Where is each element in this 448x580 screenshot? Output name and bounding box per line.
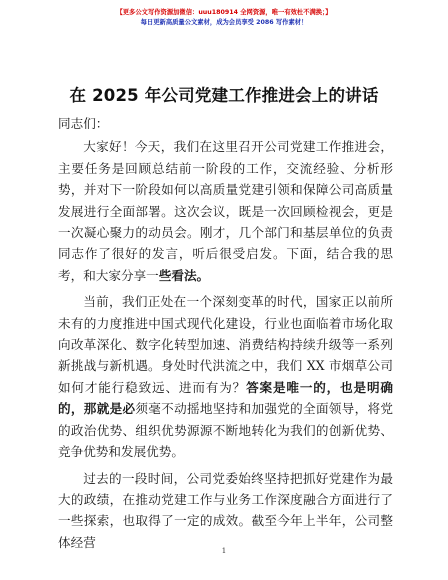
banner-line-2: 每日更新高质量公文素材，成为会员享受 2086 写作素材！ bbox=[140, 19, 308, 26]
banner-line-1: 【更多公文写作资源加微信：uuu180914 全网资源，唯一有效杜不满换；】 bbox=[116, 9, 332, 16]
header-banner bbox=[0, 8, 448, 28]
paragraph-2-text-b: 须毫不动摇地坚持和加强党的全面领导，将党的政治优势、组织优势源源不断地转化为我们的创新优势、竞争优势和发展优势。 bbox=[58, 401, 394, 460]
document-body bbox=[58, 113, 393, 553]
document-title: 在 2025 年公司党建工作推进会上的讲话 bbox=[69, 86, 379, 105]
paragraph-1-text: 大家好！今天，我们在这里召开公司党建工作推进会，主要任务是回顾总结前一阶段的工作，交流经验、分析形势，并对下一阶段如何以高质量党建引领和保障公司高质量发展进行全面部署。这次会议，既是一次回顾检视会，更是一次凝心聚力的动员会。刚才，几个部门和基层单位的负责同志作了很好的发言，听后很受启发。下面，结合我的思考，和大家分享一 bbox=[58, 139, 393, 283]
paragraph-3-text: 过去的一段时间，公司党委始终坚持把抓好党建作为最大的政绩，在推动党建工作与业务工作深度融合方面进行了一些探索，也取得了一定的成效。截至今年上半年，公司整体经营 bbox=[58, 470, 393, 550]
paragraph-1 bbox=[58, 136, 393, 286]
paragraph-1-bold: 些看法。 bbox=[158, 267, 210, 283]
page-number: 1 bbox=[221, 547, 227, 555]
paragraph-2 bbox=[58, 291, 393, 462]
paragraph-2-text-a: 当前，我们正处在一个深刻变革的时代，国家正以前所未有的力度推进中国式现代化建设，行业也面临着市场化取向改革深化、数字化转型加速、消费结构持续升级等一系列新挑战与新机遇。身处时代洪流之中，我们 XX 市烟草公司如何才能行稳致远、进而有为？ bbox=[58, 294, 393, 395]
paragraph-3 bbox=[58, 468, 393, 554]
greeting: 同志们： bbox=[58, 116, 109, 131]
paragraph-2-bold: 答案是唯一的，也是明确的，那就是必 bbox=[58, 379, 394, 417]
